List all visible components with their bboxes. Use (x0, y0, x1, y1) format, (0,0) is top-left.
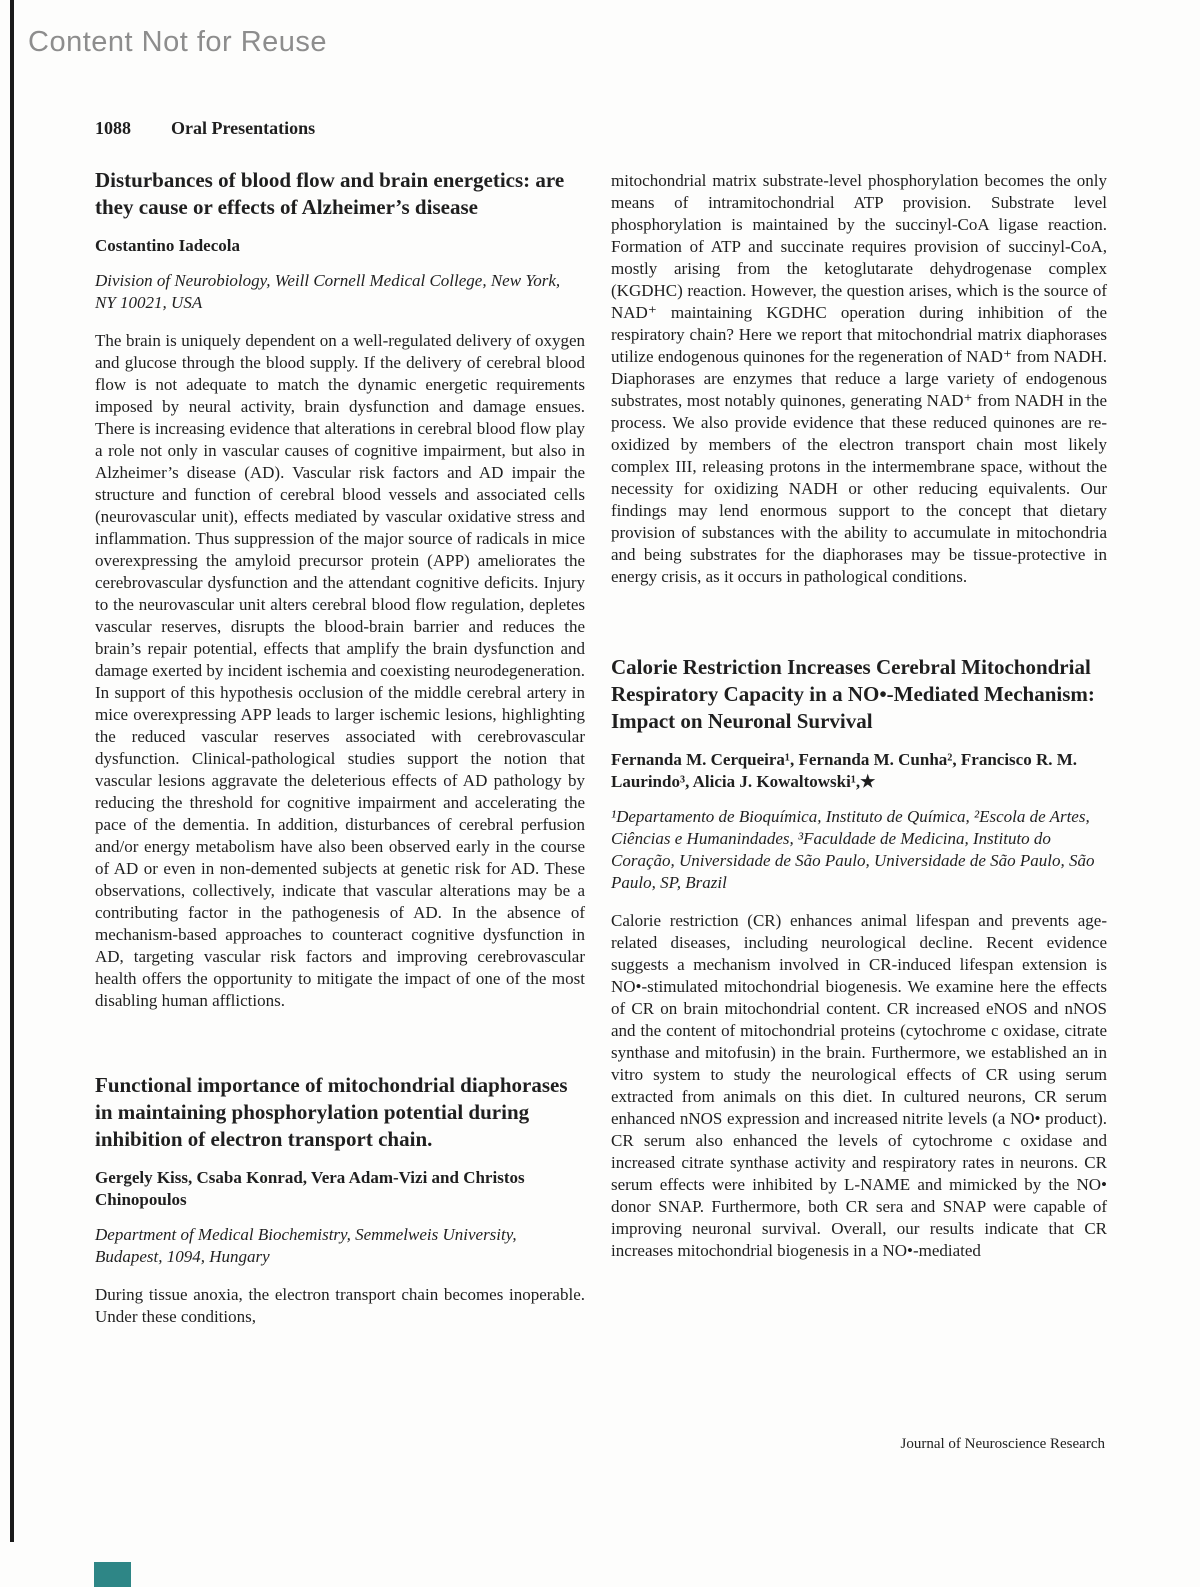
two-column-layout (95, 167, 1107, 1328)
page-header (95, 118, 1107, 139)
abstract-body-continued: mitochondrial matrix substrate-level phosphorylation becomes the only means of intramitochondrial ATP provision. Substrate level phosphorylation is maintained by the succinyl-CoA ligase reaction. Formation of ATP and succinate requires provision of succinyl-CoA, mostly arising from the ketoglutarate dehydrogenase complex (KGDHC) reaction. However, the question arises, which is the source of NAD⁺ maintaining KGDHC operation during inhibition of the respiratory chain? Here we report that mitochondrial matrix diaphorases utilize endogenous quinones for the regeneration of NAD⁺ from NADH. Diaphorases are enzymes that reduce a large variety of endogenous substrates, most notably quinones, generating NAD⁺ from NADH in the process. We also provide evidence that these reduced quinones are re-oxidized by members of the electron transport chain most likely complex III, releasing protons in the intermembrane space, without the necessity for oxidizing NADH or other reducing equivalents. Our findings may lend enormous support to the concept that dietary provision of substances with the ability to accumulate in mitochondria and being substrates for the diaphorases may be tissue-protective in energy crisis, as it occurs in pathological conditions. (611, 171, 1107, 586)
abstract-title: Calorie Restriction Increases Cerebral Mitochondrial Respiratory Capacity in a NO•-Mediated Mechanism: Impact on Neuronal Survival (611, 655, 1095, 733)
page-content (95, 118, 1107, 1328)
section-title: Oral Presentations (171, 118, 316, 138)
abstract-body-start: During tissue anoxia, the electron transport chain becomes inoperable. Under these conditions, (95, 1285, 585, 1326)
abstract-authors: Costantino Iadecola (95, 236, 240, 255)
abstract-body: The brain is uniquely dependent on a well-regulated delivery of oxygen and glucose through the blood supply. If the delivery of cerebral blood flow is not adequate to match the dynamic energetic requirements imposed by neural activity, brain dysfunction and damage ensues. There is increasing evidence that alterations in cerebral blood flow play a role not only in vascular causes of cognitive impairment, but also in Alzheimer’s disease (AD). Vascular risk factors and AD impair the structure and function of cerebral blood vessels and associated cells (neurovascular unit), effects mediated by vascular oxidative stress and inflammation. Thus suppression of the major source of radicals in mice overexpressing the amyloid precursor protein (APP) ameliorates the cerebrovascular dysfunction and the attendant cognitive deficits. Injury to the neurovascular unit alters cerebral blood flow regulation, depletes vascular reserves, disrupts the blood-brain barrier and reduces the brain’s repair potential, effects that amplify the brain dysfunction and damage exerted by incident ischemia and coexisting neurodegeneration. In support of this hypothesis occlusion of the middle cerebral artery in mice overexpressing APP leads to larger ischemic lesions, highlighting the reduced vascular reserves associated with cerebrovascular dysfunction. Clinical-pathological studies support the notion that vascular lesions aggravate the deleterious effects of AD pathology by reducing the threshold for cognitive impairment and accelerating the pace of the dementia. In addition, disturbances of cerebral perfusion and/or energy metabolism have also been observed early in the course of AD or even in non-demented subjects at genetic risk for AD. These observations, collectively, indicate that vascular alterations may be a contributing factor in the pathogenesis of AD. In the absence of mechanism-based approaches to counteract cognitive dysfunction in AD, targeting vascular risk factors and improving cerebrovascular health offers the opportunity to mitigate the impact of one of the most disabling human afflictions. (95, 331, 585, 1010)
watermark: Content Not for Reuse (28, 26, 328, 58)
abstract-diaphorases (95, 1072, 585, 1328)
abstract-affiliation: Department of Medical Biochemistry, Semmelweis University, Budapest, 1094, Hungary (95, 1225, 517, 1266)
left-column (95, 167, 585, 1328)
journal-footer: Journal of Neuroscience Research (900, 1436, 1105, 1452)
abstract-title: Disturbances of blood flow and brain energetics: are they cause or effects of Alzheimer’s disease (95, 168, 565, 219)
page-number: 1088 (95, 118, 131, 138)
abstract-authors: Fernanda M. Cerqueira¹, Fernanda M. Cunha², Francisco R. M. Laurindo³, Alicia J. Kowaltowski¹,★ (611, 750, 1078, 791)
abstract-affiliation: ¹Departamento de Bioquímica, Instituto de Química, ²Escola de Artes, Ciências e Humanindades, ³Faculdade de Medicina, Instituto do Coração, Universidade de São Paulo, Universidade de São Paulo, São Paulo, SP, Brazil (611, 807, 1095, 892)
abstract-authors: Gergely Kiss, Csaba Konrad, Vera Adam-Vizi and Christos Chinopoulos (95, 1168, 525, 1209)
right-column (611, 167, 1107, 1328)
abstract-body: Calorie restriction (CR) enhances animal lifespan and prevents age-related diseases, including neurological decline. Recent evidence suggests a mechanism involved in CR-induced lifespan extension is NO•-stimulated mitochondrial biogenesis. We examine here the effects of CR on brain mitochondrial content. CR increased eNOS and nNOS and the content of mitochondrial proteins (cytochrome c oxidase, citrate synthase and mitofusin) in the brain. Furthermore, we established an in vitro system to study the neurological effects of CR using serum extracted from animals on this diet. In cultured neurons, CR serum enhanced nNOS expression and increased nitrite levels (a NO• product). CR serum also enhanced the levels of cytochrome c oxidase and increased citrate synthase activity and respiratory rates in neurons. CR serum effects were inhibited by L-NAME and mimicked by the NO• donor SNAP. Furthermore, both CR sera and SNAP were capable of improving neuronal survival. Overall, our results indicate that CR increases mitochondrial biogenesis in a NO•-mediated (611, 911, 1107, 1260)
teal-corner-mark (94, 1562, 131, 1587)
abstract-affiliation: Division of Neurobiology, Weill Cornell Medical College, New York, NY 10021, USA (95, 271, 561, 312)
abstract-title: Functional importance of mitochondrial diaphorases in maintaining phosphorylation potential during inhibition of electron transport chain. (95, 1073, 568, 1151)
abstract-calorie-restriction (611, 654, 1107, 1262)
abstract-iadecola (95, 167, 585, 1012)
scan-edge-artifact (10, 0, 14, 1542)
